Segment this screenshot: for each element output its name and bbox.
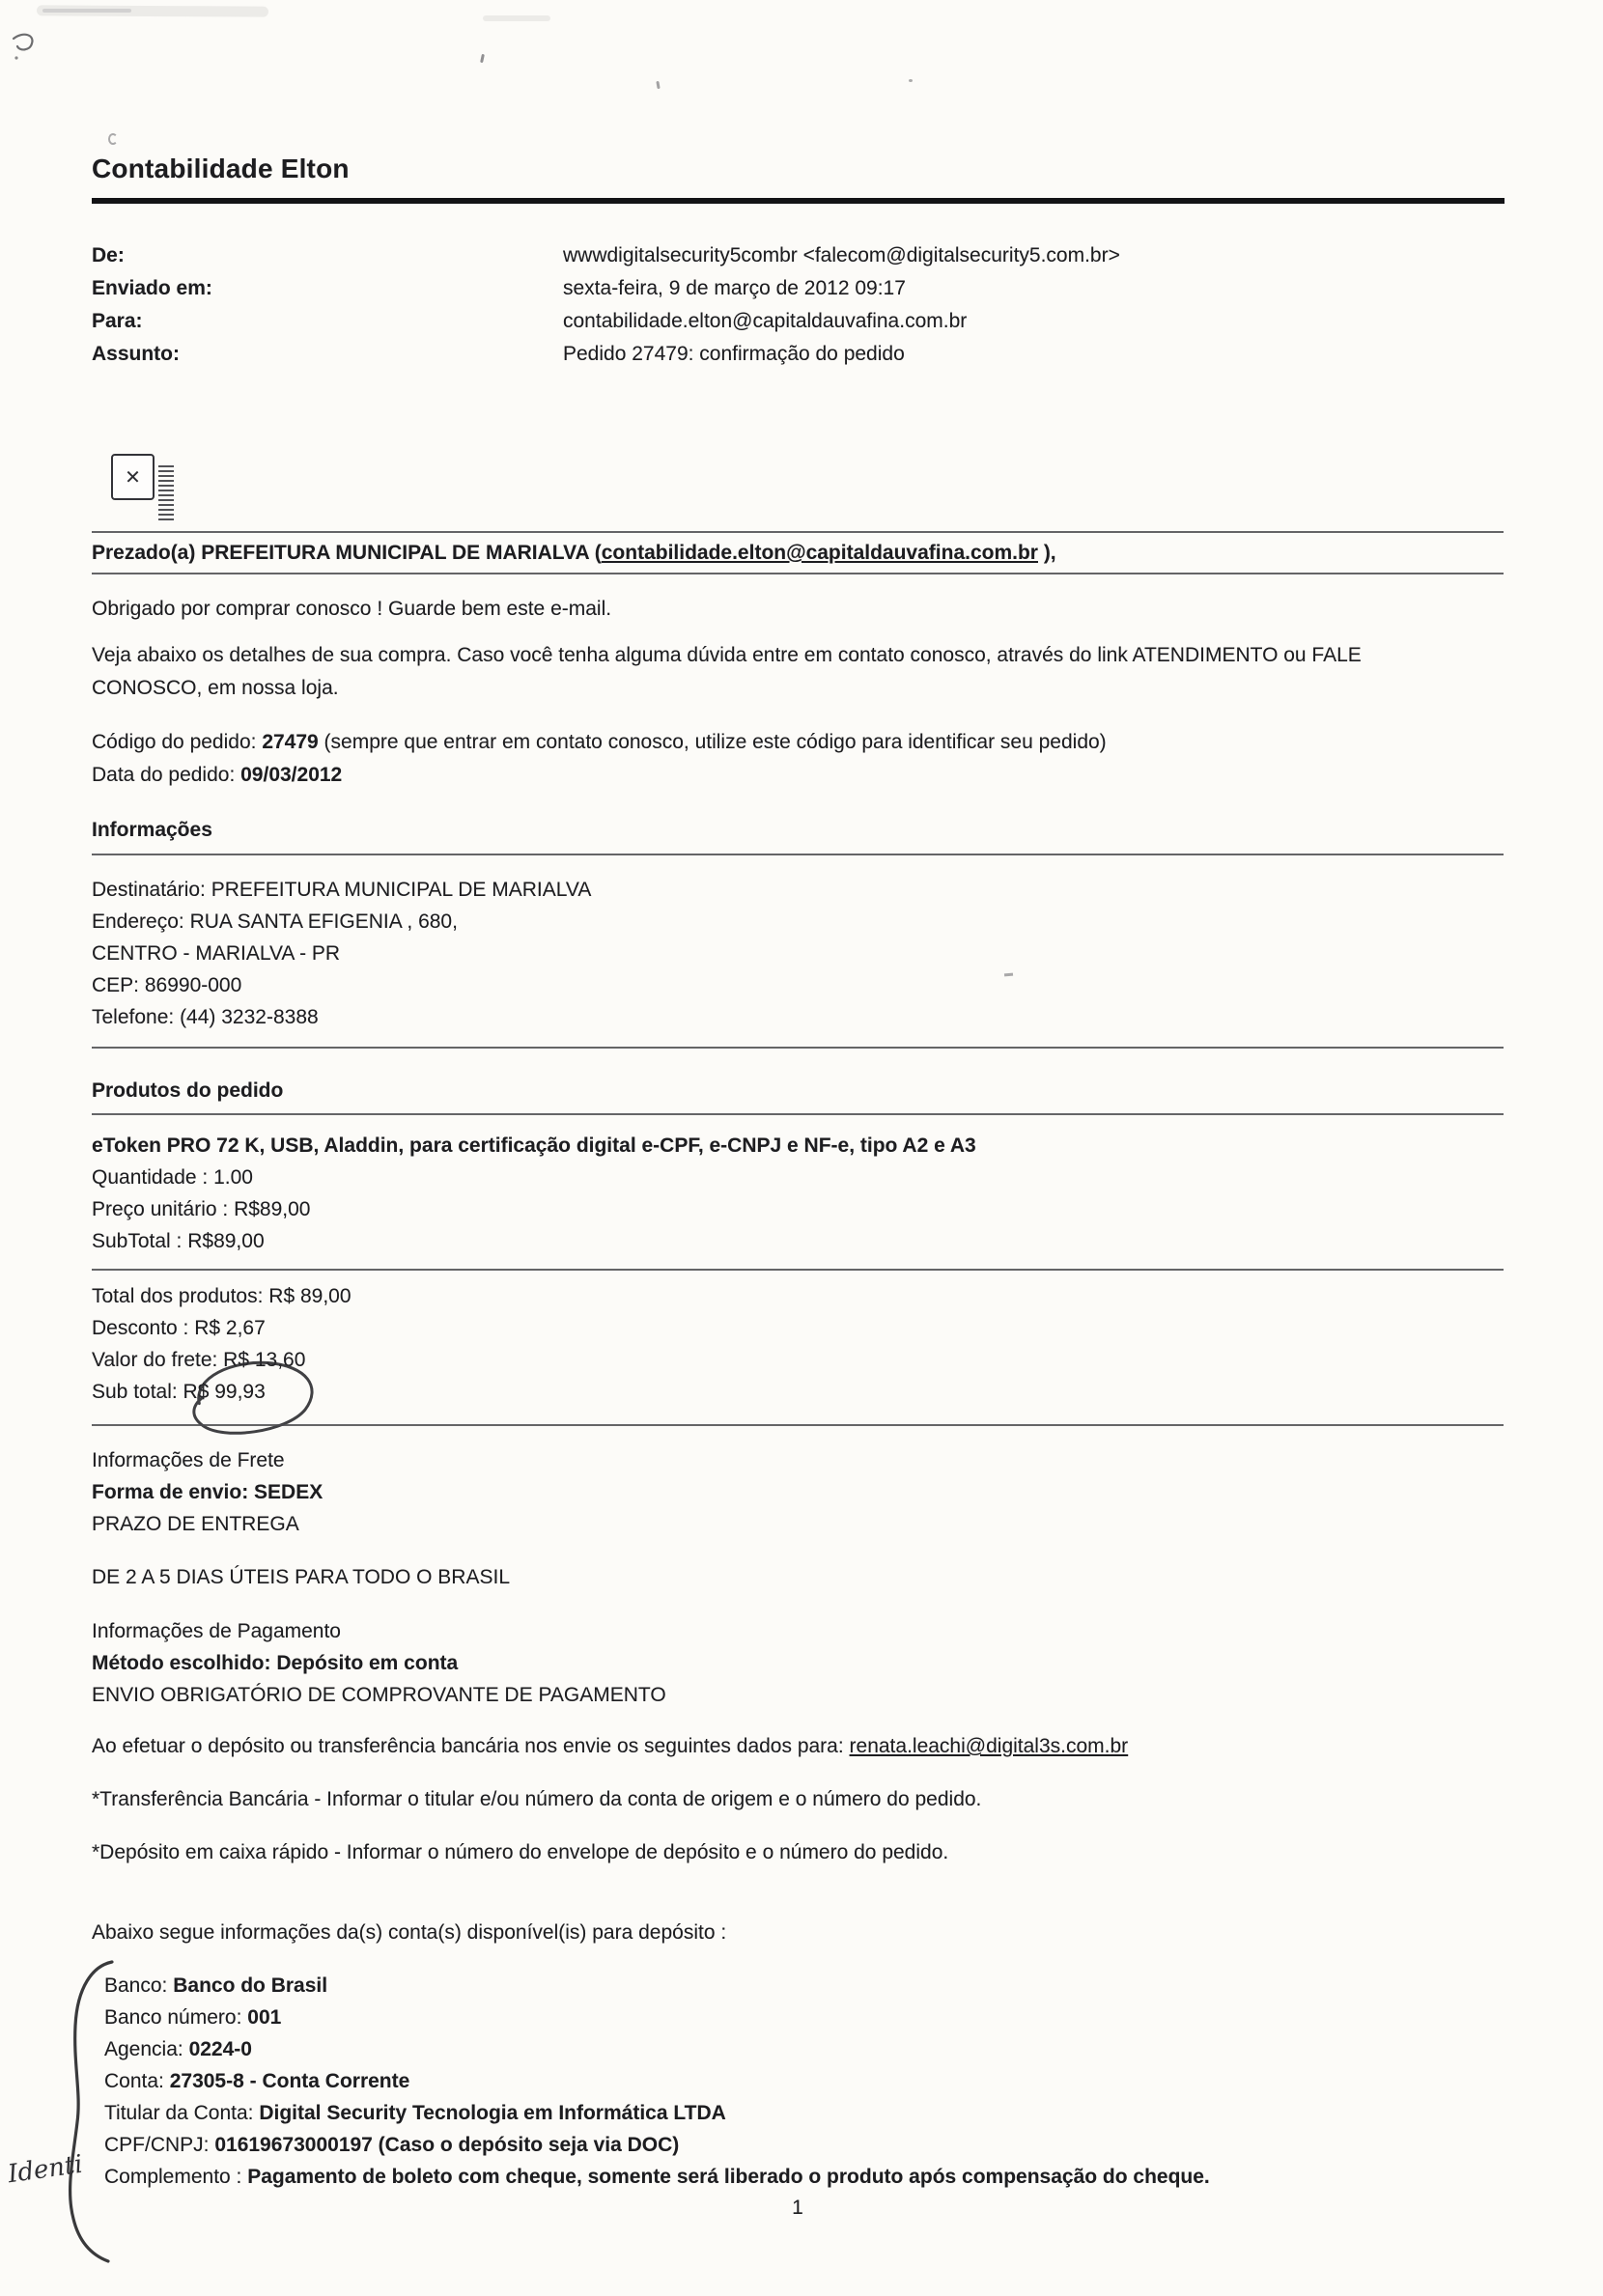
email-header-label: De: [92, 244, 125, 266]
bank-field-label: Banco: [104, 1974, 174, 1997]
order-code-line [92, 726, 1107, 759]
details-paragraph: Veja abaixo os detalhes de sua compra. Caso você tenha alguma dúvida entre em contato conosco, através do link ATENDIMENTO ou FALE CONOSCO, em nossa loja. [92, 644, 1362, 699]
totals-line: Total dos produtos: R$ 89,00 [92, 1285, 352, 1307]
attachment-stripes-icon [158, 465, 174, 523]
divider-rule [92, 531, 1504, 533]
bank-field-label: Conta: [104, 2070, 170, 2092]
x-glyph-icon: ✕ [125, 466, 141, 489]
totals-line: Desconto : R$ 2,67 [92, 1317, 266, 1339]
scan-speck [909, 79, 913, 82]
order-date-label: Data do pedido: [92, 764, 241, 786]
payment-block [92, 1615, 666, 1711]
info-line: Destinatário: PREFEITURA MUNICIPAL DE MARIALVA [92, 879, 592, 901]
greeting-line [92, 537, 1056, 569]
payment-bullet-1: *Transferência Bancária - Informar o titular e/ou número da conta de origem e o número do pedido. [92, 1788, 982, 1810]
payment-email-link: renata.leachi@digital3s.com.br [849, 1735, 1129, 1757]
shipping-deadline-label: PRAZO DE ENTREGA [92, 1513, 299, 1535]
bank-field [104, 2161, 1210, 2193]
product-block [92, 1130, 976, 1257]
thanks-line: Obrigado por comprar conosco ! Guarde bem este e-mail. [92, 598, 612, 620]
accounts-intro-line: Abaixo segue informações da(s) conta(s) disponível(is) para depósito : [92, 1921, 727, 1944]
scan-speck [480, 54, 485, 63]
payment-method: Método escolhido: Depósito em conta [92, 1652, 459, 1674]
bank-account-block [104, 1970, 1210, 2193]
email-header-value: contabilidade.elton@capitaldauvafina.com.br [563, 310, 968, 332]
title-rule [92, 198, 1505, 204]
info-line: Endereço: RUA SANTA EFIGENIA , 680, [92, 910, 458, 933]
info-line: CEP: 86990-000 [92, 974, 242, 996]
divider-rule [92, 1424, 1504, 1426]
email-header-label: Assunto: [92, 343, 180, 365]
payment-notice: ENVIO OBRIGATÓRIO DE COMPROVANTE DE PAGAMENTO [92, 1684, 666, 1706]
bank-field [104, 2097, 1210, 2129]
email-header-label: Enviado em: [92, 277, 212, 299]
bank-field-value: Banco do Brasil [173, 1974, 328, 1997]
recipient-info-block [92, 874, 591, 1033]
order-date-value: 09/03/2012 [240, 764, 343, 786]
broken-image-box [111, 454, 155, 500]
order-code-value: 27479 [262, 731, 319, 753]
order-code-note: (sempre que entrar em contato conosco, utilize este código para identificar seu pedido) [318, 731, 1107, 753]
bank-field-label: CPF/CNPJ: [104, 2134, 215, 2156]
email-header-row [92, 338, 1120, 371]
greeting-text: Prezado(a) PREFEITURA MUNICIPAL DE MARIALVA ( [92, 542, 602, 564]
email-header-row [92, 272, 1120, 305]
product-line: SubTotal : R$89,00 [92, 1230, 265, 1252]
bank-field-value: 001 [247, 2006, 282, 2029]
bank-field-label: Banco número: [104, 2006, 248, 2029]
email-header-label: Para: [92, 310, 143, 332]
greeting-closing: ), [1037, 542, 1056, 564]
bank-field-value: 01619673000197 (Caso o depósito seja via DOC) [214, 2134, 680, 2156]
broken-image-icon [111, 454, 174, 523]
totals-line: Valor do frete: R$ 13,60 [92, 1349, 306, 1371]
bank-field-label: Agencia: [104, 2038, 189, 2060]
divider-rule [92, 1047, 1504, 1049]
bank-field-label: Titular da Conta: [104, 2102, 260, 2124]
bank-field-label: Complemento : [104, 2166, 248, 2188]
shipping-block [92, 1444, 323, 1540]
product-line: Quantidade : 1.00 [92, 1166, 253, 1189]
email-header-value: sexta-feira, 9 de março de 2012 09:17 [563, 277, 906, 299]
doc-title: Contabilidade Elton [92, 154, 350, 183]
scan-speck [108, 133, 118, 145]
bank-field [104, 2065, 1210, 2097]
payment-instruction-line [92, 1730, 1128, 1762]
pencil-mark [10, 29, 41, 66]
section-heading-produtos: Produtos do pedido [92, 1079, 284, 1102]
divider-rule [92, 1269, 1504, 1271]
totals-line: Sub total: R$ 99,93 [92, 1381, 266, 1403]
scan-smudge [483, 15, 550, 21]
divider-rule [92, 573, 1504, 574]
shipping-title: Informações de Frete [92, 1449, 285, 1471]
product-name: eToken PRO 72 K, USB, Aladdin, para certificação digital e-CPF, e-CNPJ e NF-e, tipo A2 e A3 [92, 1134, 976, 1157]
section-heading-informacoes: Informações [92, 819, 212, 841]
product-line: Preço unitário : R$89,00 [92, 1198, 311, 1220]
order-info [92, 726, 1107, 792]
scan-smudge [42, 9, 131, 13]
payment-bullet-2: *Depósito em caixa rápido - Informar o número do envelope de depósito e o número do pedido. [92, 1841, 949, 1863]
handwritten-note: Identi [6, 2149, 85, 2190]
recipient-email-link: contabilidade.elton@capitaldauvafina.com.br [601, 542, 1038, 564]
bank-field-value: Digital Security Tecnologia em Informática LTDA [259, 2102, 726, 2124]
email-header-value: wwwdigitalsecurity5combr <falecom@digitalsecurity5.com.br> [563, 244, 1120, 266]
divider-rule [92, 854, 1504, 855]
info-line: Telefone: (44) 3232-8388 [92, 1006, 319, 1028]
bank-field [104, 1970, 1210, 2002]
bank-field-value: 27305-8 - Conta Corrente [169, 2070, 410, 2092]
bank-field-value: Pagamento de boleto com cheque, somente será liberado o produto após compensação do cheque. [247, 2166, 1210, 2188]
payment-instruction-text: Ao efetuar o depósito ou transferência bancária nos envie os seguintes dados para: [92, 1735, 850, 1757]
order-code-label: Código do pedido: [92, 731, 263, 753]
handdrawn-circle-annotation [163, 1346, 335, 1449]
divider-rule [92, 1113, 1504, 1115]
bank-field-value: 0224-0 [188, 2038, 252, 2060]
email-header-value: Pedido 27479: confirmação do pedido [563, 343, 905, 365]
bank-field [104, 2033, 1210, 2065]
email-header-row [92, 305, 1120, 338]
shipping-deadline-value: DE 2 A 5 DIAS ÚTEIS PARA TODO O BRASIL [92, 1566, 510, 1588]
shipping-method: Forma de envio: SEDEX [92, 1481, 323, 1503]
order-date-line [92, 759, 1107, 792]
bank-field [104, 2002, 1210, 2033]
email-header-row [92, 239, 1120, 272]
info-line: CENTRO - MARIALVA - PR [92, 942, 341, 965]
scan-speck [656, 81, 660, 89]
page-number: 1 [792, 2197, 803, 2219]
payment-title: Informações de Pagamento [92, 1620, 341, 1642]
email-header [92, 239, 1120, 371]
scan-speck [1004, 973, 1013, 976]
bank-field [104, 2129, 1210, 2161]
